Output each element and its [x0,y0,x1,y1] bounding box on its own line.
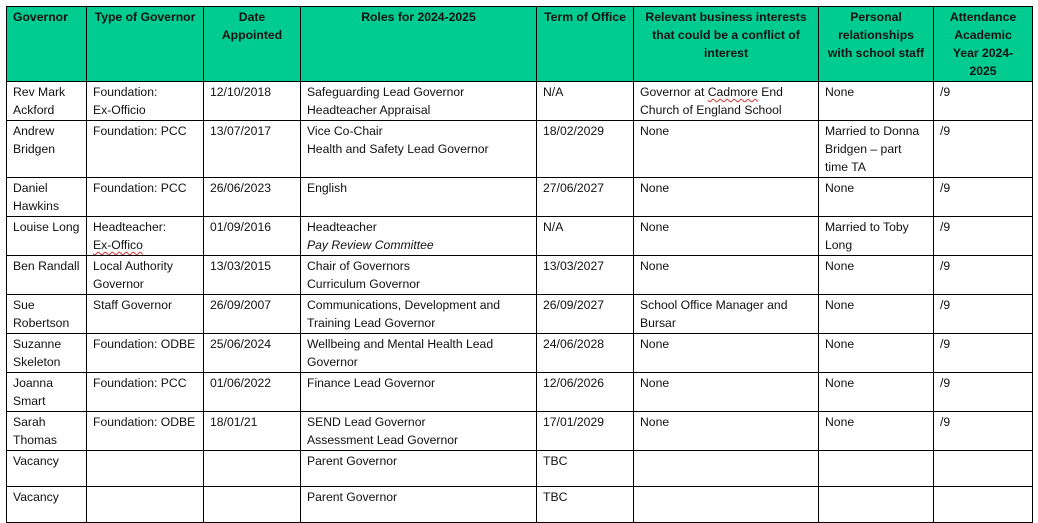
cell-governor: Andrew Bridgen [7,121,87,178]
cell-interests [634,451,819,487]
cell-relationships: None [819,295,934,334]
header-business-interests: Relevant business interests that could be a conflict of interest [634,7,819,82]
table-row [7,451,1033,487]
header-personal-relationships: Personal relationships with school staff [819,7,934,82]
cell-attendance: /9 [934,178,1033,217]
role-line: Chair of Governors [307,259,410,273]
cell-term: N/A [537,82,634,121]
cell-governor: Sue Robertson [7,295,87,334]
type-line: Ex-Officio [93,103,146,117]
table-row [7,121,1033,178]
cell-governor: Louise Long [7,217,87,256]
interest-text: End Church of England School [640,85,783,117]
cell-term: 24/06/2028 [537,334,634,373]
cell-governor: Suzanne Skeleton [7,334,87,373]
cell-term: 17/01/2029 [537,412,634,451]
cell-governor: Sarah Thomas [7,412,87,451]
table-row [7,487,1033,523]
cell-governor: Daniel Hawkins [7,178,87,217]
cell-governor: Rev Mark Ackford [7,82,87,121]
role-line: Vice Co-Chair [307,124,383,138]
table-row [7,334,1033,373]
cell-interests: None [634,121,819,178]
cell-roles: Finance Lead Governor [301,373,537,412]
cell-type [87,487,204,523]
cell-type: Foundation: PCC [87,373,204,412]
cell-roles: Parent Governor [301,487,537,523]
type-line: Foundation: [93,85,158,99]
role-line: Safeguarding Lead Governor [307,85,465,99]
cell-type: Foundation: ODBE [87,412,204,451]
cell-type: Foundation: PCC [87,178,204,217]
table-row [7,373,1033,412]
cell-governor: Joanna Smart [7,373,87,412]
interest-text-spellcheck: Cadmore [707,85,758,99]
cell-relationships [819,451,934,487]
header-row [7,7,1033,82]
cell-type: Foundation: ODBE [87,334,204,373]
cell-term: 26/09/2027 [537,295,634,334]
table-row [7,82,1033,121]
cell-roles [301,412,537,451]
cell-type: Foundation: PCC [87,121,204,178]
header-governor: Governor [7,7,87,82]
cell-roles: Communications, Development and Training Lead Governor [301,295,537,334]
role-line: Headteacher Appraisal [307,103,431,117]
header-type: Type of Governor [87,7,204,82]
cell-interests [634,82,819,121]
cell-roles: Wellbeing and Mental Health Lead Governor [301,334,537,373]
cell-term: TBC [537,451,634,487]
header-term-of-office: Term of Office [537,7,634,82]
cell-attendance: /9 [934,373,1033,412]
cell-date: 26/09/2007 [204,295,301,334]
table-row [7,412,1033,451]
cell-attendance [934,487,1033,523]
table-row [7,178,1033,217]
table-row [7,256,1033,295]
cell-date: 12/10/2018 [204,82,301,121]
cell-relationships [819,487,934,523]
cell-attendance: /9 [934,256,1033,295]
header-date-appointed: Date Appointed [204,7,301,82]
cell-relationships: None [819,412,934,451]
cell-type: Local Authority Governor [87,256,204,295]
cell-term: 18/02/2029 [537,121,634,178]
cell-date: 01/09/2016 [204,217,301,256]
cell-governor: Vacancy [7,487,87,523]
cell-interests [634,487,819,523]
cell-roles: Parent Governor [301,451,537,487]
role-line: Health and Safety Lead Governor [307,142,489,156]
type-line: Headteacher: [93,220,167,234]
cell-date [204,451,301,487]
cell-term: 12/06/2026 [537,373,634,412]
cell-interests: None [634,373,819,412]
cell-type: Staff Governor [87,295,204,334]
cell-roles: English [301,178,537,217]
cell-attendance [934,451,1033,487]
cell-interests: None [634,412,819,451]
cell-type [87,217,204,256]
cell-interests: None [634,334,819,373]
cell-relationships: Married to Toby Long [819,217,934,256]
cell-interests: None [634,178,819,217]
header-roles: Roles for 2024-2025 [301,7,537,82]
role-line: Headteacher [307,220,377,234]
role-line: SEND Lead Governor [307,415,426,429]
cell-interests: None [634,217,819,256]
cell-governor: Ben Randall [7,256,87,295]
header-attendance: Attendance Academic Year 2024-2025 [934,7,1033,82]
cell-term: 27/06/2027 [537,178,634,217]
cell-term: N/A [537,217,634,256]
cell-attendance: /9 [934,121,1033,178]
cell-relationships: None [819,373,934,412]
cell-attendance: /9 [934,217,1033,256]
type-line-spellcheck: Ex-Offico [93,238,143,252]
cell-interests: School Office Manager and Bursar [634,295,819,334]
table-row [7,295,1033,334]
table-row [7,217,1033,256]
cell-roles [301,256,537,295]
role-line: Curriculum Governor [307,277,421,291]
cell-date: 01/06/2022 [204,373,301,412]
cell-term: TBC [537,487,634,523]
cell-date: 26/06/2023 [204,178,301,217]
cell-interests: None [634,256,819,295]
role-line: Assessment Lead Governor [307,433,459,447]
cell-relationships: None [819,178,934,217]
cell-attendance: /9 [934,82,1033,121]
cell-relationships: None [819,82,934,121]
cell-attendance: /9 [934,412,1033,451]
cell-relationships: None [819,256,934,295]
cell-relationships: None [819,334,934,373]
cell-term: 13/03/2027 [537,256,634,295]
cell-attendance: /9 [934,295,1033,334]
interest-text: Governor at [640,85,708,99]
cell-date: 25/06/2024 [204,334,301,373]
cell-governor: Vacancy [7,451,87,487]
cell-attendance: /9 [934,334,1033,373]
cell-date [204,487,301,523]
cell-type [87,451,204,487]
cell-roles [301,82,537,121]
cell-date: 13/07/2017 [204,121,301,178]
cell-date: 18/01/21 [204,412,301,451]
role-line-italic: Pay Review Committee [307,238,434,252]
cell-roles [301,217,537,256]
cell-roles [301,121,537,178]
cell-type [87,82,204,121]
governors-table [6,6,1033,523]
cell-date: 13/03/2015 [204,256,301,295]
cell-relationships: Married to Donna Bridgen – part time TA [819,121,934,178]
